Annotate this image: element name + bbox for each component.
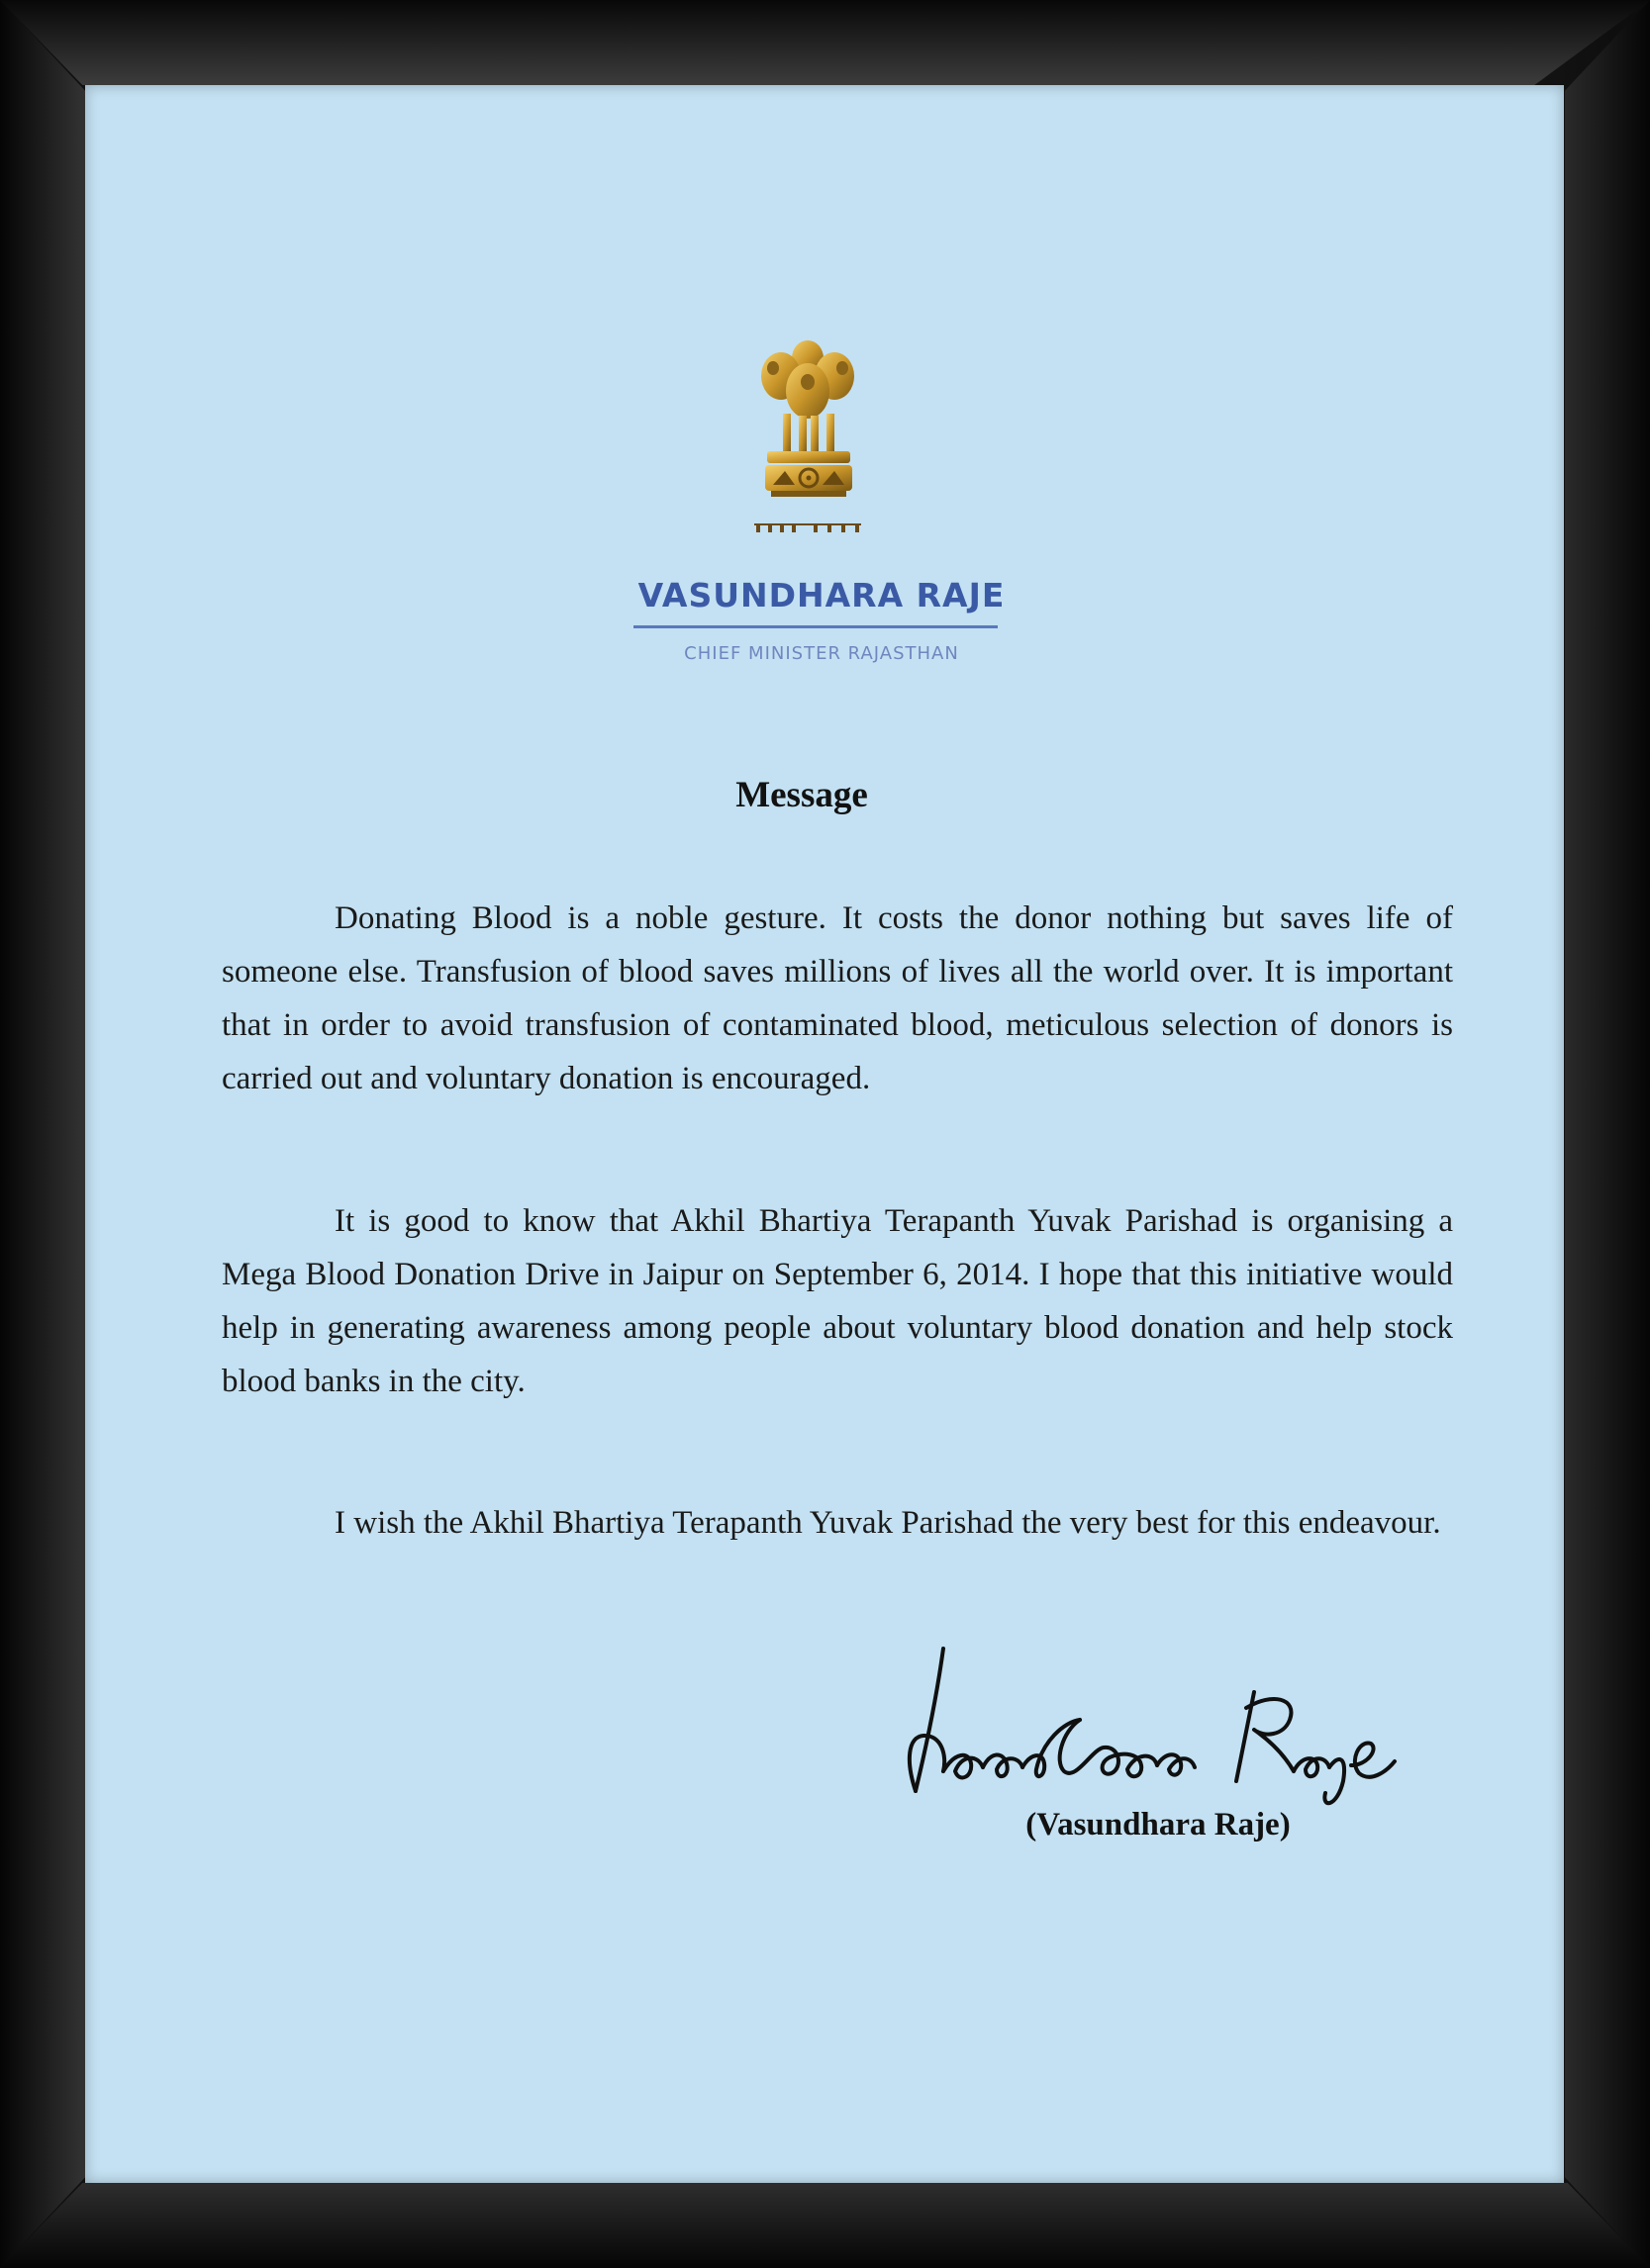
letterhead-designation: CHIEF MINISTER RAJASTHAN [684, 643, 959, 664]
letter-heading: Message [735, 775, 868, 815]
frame-bevel-right [1565, 0, 1650, 2268]
handwritten-signature [886, 1633, 1460, 1811]
frame-bevel-left [0, 0, 85, 2268]
frame-bevel-top [0, 0, 1650, 85]
letter-paragraph-1: Donating Blood is a noble gesture. It costs the donor nothing but saves life of someone else. Transfusion of blood saves millions of lives all the world over. It is important that in order to avoid transfusion of contaminated blood, meticulous selection of donors is carried out and voluntary donation is encouraged. [222, 900, 1453, 1096]
letter-paragraph-2: It is good to know that Akhil Bhartiya Terapanth Yuvak Parishad is organising a Mega Blood Donation Drive in Jaipur on September 6, 2014. I hope that this initiative would help in generating awareness among people about voluntary blood donation and help stock blood banks in the city. [222, 1203, 1453, 1399]
state-emblem-icon [743, 336, 872, 534]
letterhead-divider [633, 625, 998, 628]
signatory-name: (Vasundhara Raje) [1025, 1807, 1291, 1843]
letterhead-name: VASUNDHARA RAJE [637, 576, 1006, 614]
emblem-motto [748, 520, 867, 534]
letter-paragraph-3: I wish the Akhil Bhartiya Terapanth Yuvak Parishad the very best for this endeavour. [335, 1505, 1441, 1541]
frame-bevel-bottom [0, 2183, 1650, 2268]
